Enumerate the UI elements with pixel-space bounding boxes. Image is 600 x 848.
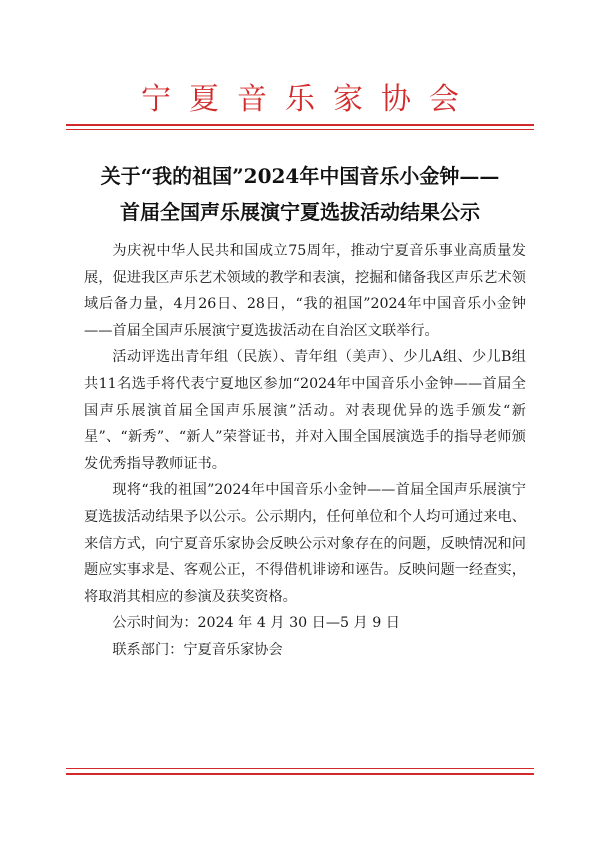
footer-rule-thick bbox=[66, 773, 534, 775]
organization-title: 宁夏音乐家协会 bbox=[141, 82, 477, 117]
publicity-period: 公示时间为：2024 年 4 月 30 日—5 月 9 日 bbox=[112, 615, 400, 632]
headline-line-2: 首届全国声乐展演宁夏选拔活动结果公示 bbox=[120, 200, 480, 224]
contact-department: 联系部门：宁夏音乐家协会 bbox=[112, 641, 283, 658]
paragraph-3: 现将“我的祖国”2024年中国音乐小金钟——首届全国声乐展演宁夏选拔活动结果予以公示。公示期内，任何单位和个人均可通过来电、来信方式，向宁夏音乐家协会反映公示对象存在的问题，反映情况和问题应实事求是、客观公正，不得借机诽谤和诬告。反映问题一经查实，将取消其相应的参演及获奖资格。 bbox=[84, 482, 526, 605]
document-headline bbox=[60, 158, 540, 230]
footer-rule-thin bbox=[66, 768, 534, 769]
document-body bbox=[84, 238, 526, 664]
paragraph-2: 活动评选出青年组（民族）、青年组（美声）、少儿A组、少儿B组共11名选手将代表宁夏地区参加“2024年中国音乐小金钟——首届全国声乐展演首届全国声乐展演”活动。对表现优异的选手颁发“新星”、“新秀”、“新人”荣誉证书，并对入围全国展演选手的指导老师颁发优秀指导教师证书。 bbox=[84, 349, 526, 472]
headline-line-1: 关于“我的祖国”2024年中国音乐小金钟—— bbox=[100, 164, 500, 188]
header-rule-thin bbox=[66, 129, 534, 130]
paragraph-1: 为庆祝中华人民共和国成立75周年，推动宁夏音乐事业高质量发展，促进我区声乐艺术领域的教学和表演，挖掘和储备我区声乐艺术领域后备力量，4月26日、28日，“我的祖国”2024年中国音乐小金钟——首届全国声乐展演宁夏选拔活动在自治区文联举行。 bbox=[84, 243, 526, 339]
header-rule-thick bbox=[66, 124, 534, 126]
